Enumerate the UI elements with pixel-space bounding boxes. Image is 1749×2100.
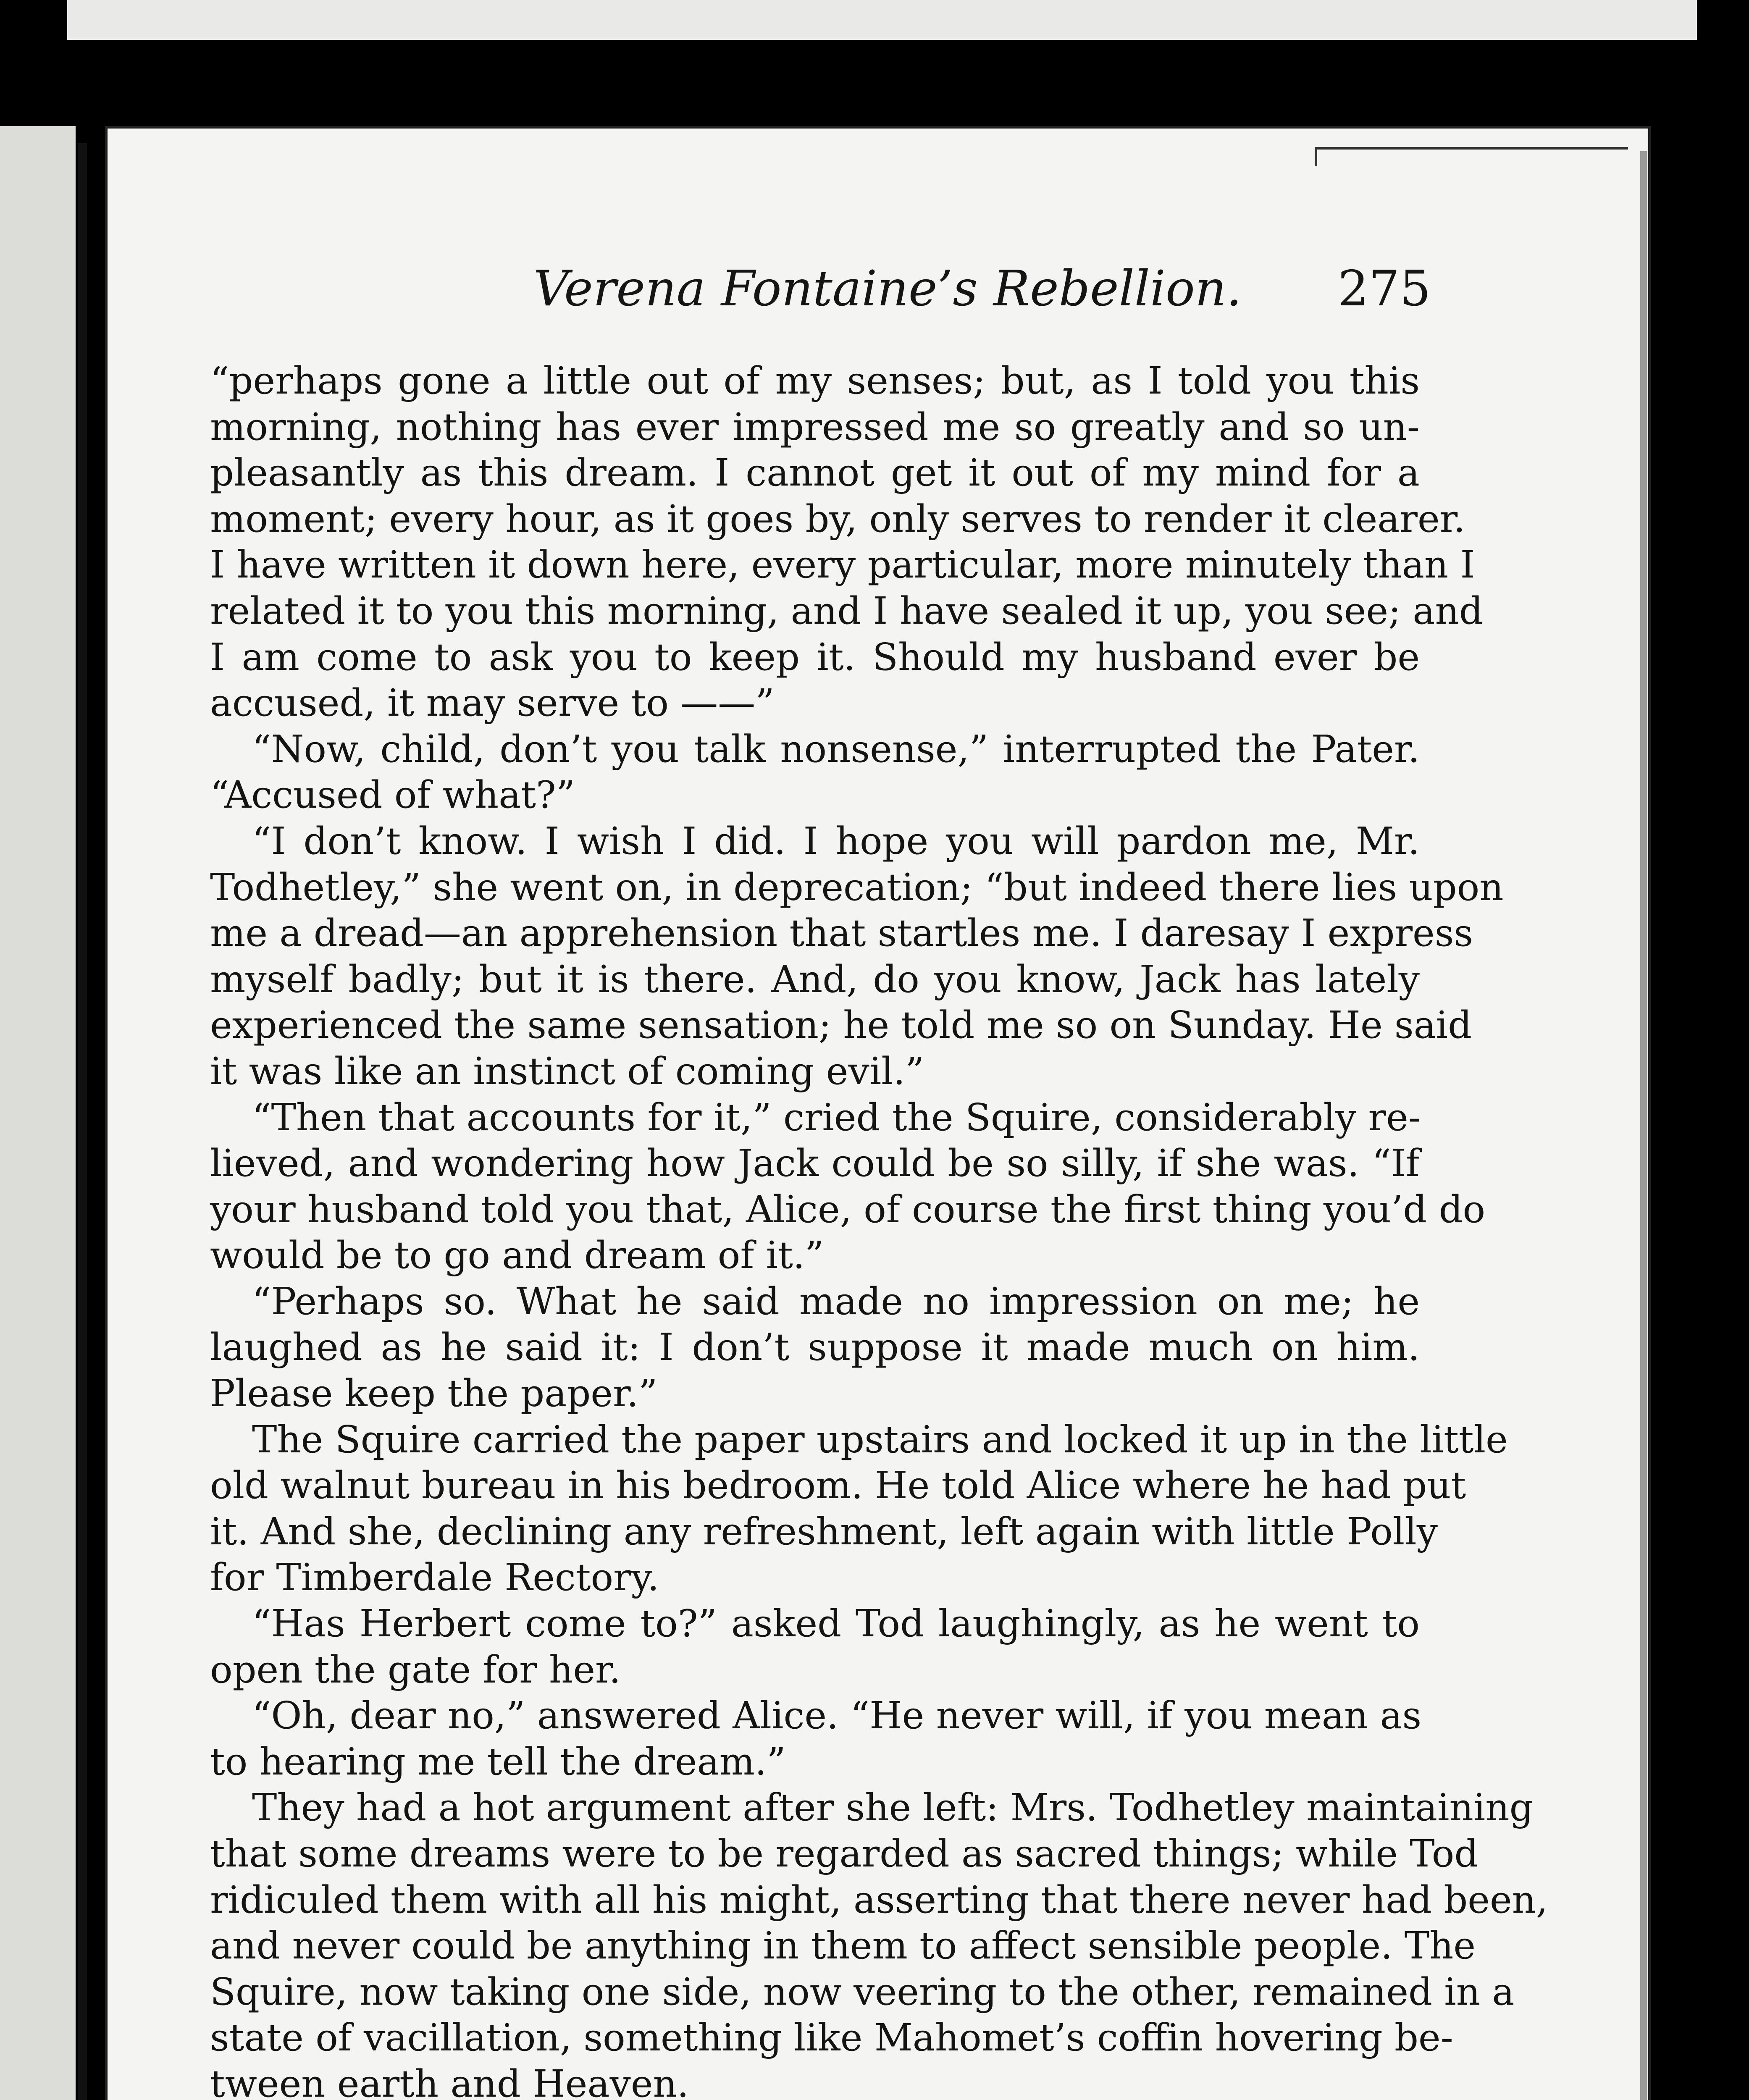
text-line: open the gate for her. [210, 1647, 621, 1691]
text-line: your husband told you that, Alice, of course the first thing you’d do [210, 1187, 1486, 1231]
text-line: it. And she, declining any refreshment, left again with little Polly [210, 1509, 1438, 1553]
text-line: myself badly; but it is there. And, do you know, Jack has lately [210, 957, 1420, 1001]
running-title: Verena Fontaine’s Rebellion. [533, 260, 1242, 317]
text-line: for Timberdale Rectory. [210, 1555, 659, 1599]
text-line: related it to you this morning, and I have sealed it up, you see; and [210, 588, 1483, 633]
text-line: that some dreams were to be regarded as sacred things; while Tod [210, 1832, 1479, 1875]
text-line: lieved, and wondering how Jack could be so silly, if she was. “If [210, 1141, 1420, 1185]
text-line: morning, nothing has ever impressed me so greatly and so un- [210, 404, 1420, 449]
body-text [210, 358, 1548, 2100]
text-line: would be to go and dream of it.” [210, 1233, 824, 1277]
text-line: Please keep the paper.” [210, 1371, 658, 1415]
text-line: to hearing me tell the dream.” [210, 1739, 786, 1783]
text-line: “I don’t know. I wish I did. I hope you will pardon me, Mr. [252, 819, 1420, 863]
text-line: “Oh, dear no,” answered Alice. “He never will, if you mean as [252, 1693, 1422, 1738]
text-line: Todhetley,” she went on, in deprecation; “but indeed there lies upon [210, 865, 1504, 909]
page-number: 275 [1338, 260, 1431, 317]
text-line: and never could be anything in them to affect sensible people. The [210, 1924, 1476, 1968]
text-line: I am come to ask you to keep it. Should my husband ever be [210, 635, 1420, 679]
text-line: “perhaps gone a little out of my senses; but, as I told you this [210, 359, 1420, 402]
text-line: experienced the same sensation; he told me so on Sunday. He said [210, 1003, 1472, 1047]
text-line: moment; every hour, as it goes by, only serves to render it clearer. [210, 496, 1465, 541]
text-line: “Perhaps so. What he said made no impression on me; he [252, 1279, 1420, 1323]
book-spine-shadow [78, 143, 87, 2100]
text-line: “Now, child, don’t you talk nonsense,” interrupted the Pater. [252, 727, 1420, 771]
page-right-edge [1640, 151, 1647, 2100]
text-line: old walnut bureau in his bedroom. He told Alice where he had put [210, 1463, 1466, 1507]
text-line: accused, it may serve to ——” [210, 681, 775, 725]
previous-page-edge-top [67, 0, 1697, 40]
text-line: laughed as he said it: I don’t suppose it made much on him. [210, 1325, 1420, 1369]
text-line: I have written it down here, every particular, more minutely than I [210, 543, 1475, 587]
text-line: tween earth and Heaven. [210, 2061, 689, 2100]
text-line: me a dread—an apprehension that startles me. I daresay I express [210, 911, 1473, 955]
text-line: They had a hot argument after she left: Mrs. Todhetley maintaining [252, 1785, 1534, 1830]
page-corner-fold [1315, 147, 1628, 166]
text-line: “Accused of what?” [210, 773, 575, 817]
text-line: state of vacillation, something like Mahomet’s coffin hovering be- [210, 2016, 1453, 2060]
text-line: ridiculed them with all his might, asserting that there never had been, [210, 1877, 1548, 1922]
text-line: The Squire carried the paper upstairs and locked it up in the little [252, 1417, 1508, 1461]
text-line: Squire, now taking one side, now veering to the other, remained in a [210, 1969, 1515, 2013]
text-line: “Then that accounts for it,” cried the Squire, considerably re- [252, 1095, 1421, 1139]
text-line: pleasantly as this dream. I cannot get it out of my mind for a [210, 451, 1420, 495]
text-line: “Has Herbert come to?” asked Tod laughingly, as he went to [252, 1601, 1420, 1646]
text-line: it was like an instinct of coming evil.” [210, 1049, 924, 1093]
previous-page-edge-left [0, 126, 76, 2100]
